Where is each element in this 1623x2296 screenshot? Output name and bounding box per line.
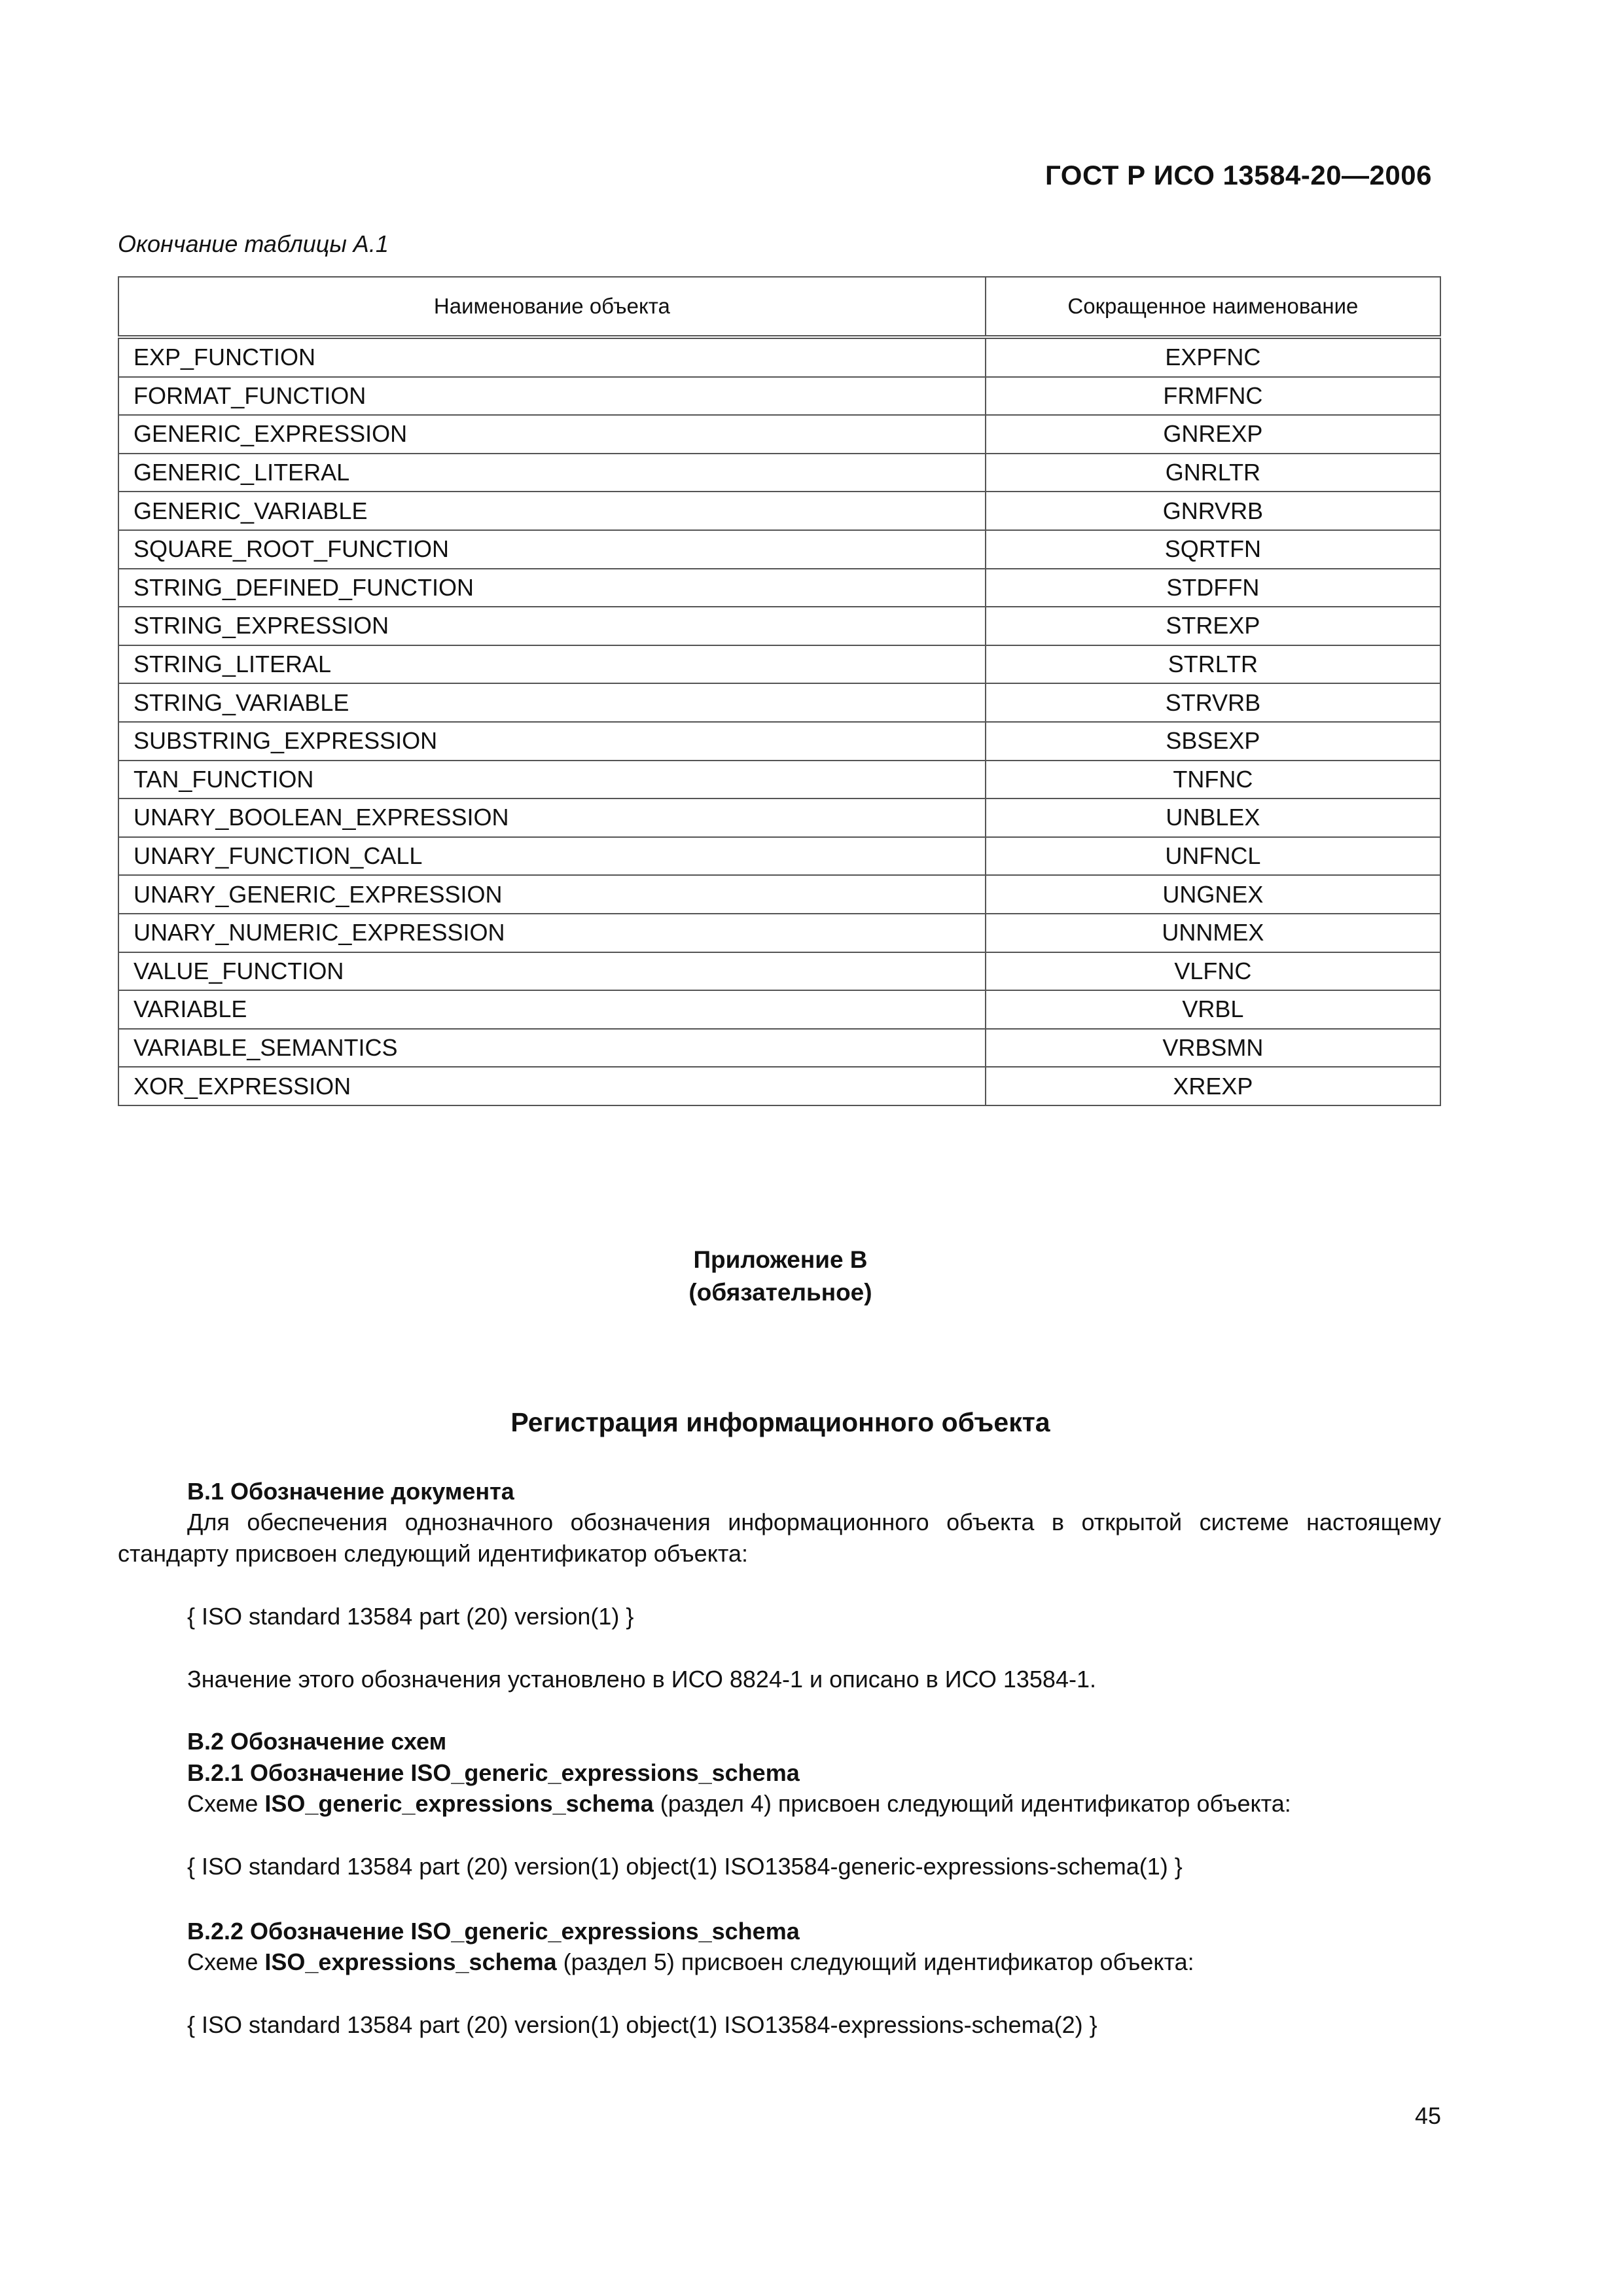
table-row [118, 415, 1440, 454]
abbreviation-cell: XREXP [986, 1067, 1440, 1105]
column-header-abbreviation: Сокращенное наименование [986, 277, 1440, 337]
table-row [118, 569, 1440, 607]
abbreviation-cell: EXPFNC [986, 337, 1440, 377]
object-name-cell: GENERIC_EXPRESSION [118, 415, 986, 454]
abbreviation-cell: VRBL [986, 990, 1440, 1029]
table-row [118, 607, 1440, 645]
heading-b1: В.1 Обозначение документа [187, 1478, 514, 1505]
object-name-cell: STRING_VARIABLE [118, 683, 986, 722]
heading-b22: В.2.2 Обозначение ISO_generic_expressions_schema [187, 1918, 800, 1945]
abbreviation-cell: STRVRB [986, 683, 1440, 722]
table-row [118, 1067, 1440, 1105]
table-row [118, 761, 1440, 799]
object-name-cell: UNARY_NUMERIC_EXPRESSION [118, 914, 986, 952]
text-fragment: (раздел 4) присвоен следующий идентификатор объекта: [653, 1790, 1291, 1817]
identifier-b21: { ISO standard 13584 part (20) version(1) object(1) ISO13584-generic-expressions-schema(1) } [187, 1853, 1183, 1880]
section-title: Регистрация информационного объекта [510, 1407, 1050, 1437]
abbreviation-cell: UNGNEX [986, 875, 1440, 914]
table-row [118, 1029, 1440, 1067]
object-name-cell: VARIABLE_SEMANTICS [118, 1029, 986, 1067]
object-name-cell: SQUARE_ROOT_FUNCTION [118, 530, 986, 569]
paragraph-b1: Для обеспечения однозначного обозначения информационного объекта в открытой системе настоящему стандарту присвоен следующий идентификатор объекта: [118, 1509, 1441, 1567]
text-fragment: (раздел 5) присвоен следующий идентификатор объекта: [556, 1948, 1194, 1975]
paragraph-b22 [187, 1946, 1194, 1978]
abbreviation-cell: GNRVRB [986, 492, 1440, 530]
abbreviation-cell: UNFNCL [986, 837, 1440, 876]
identifier-b22: { ISO standard 13584 part (20) version(1) object(1) ISO13584-expressions-schema(2) } [187, 2011, 1097, 2038]
table-row [118, 837, 1440, 876]
abbreviation-cell: SBSEXP [986, 722, 1440, 761]
table-row [118, 377, 1440, 416]
document-code: ГОСТ Р ИСО 13584-20—2006 [1045, 160, 1432, 190]
object-name-cell: UNARY_FUNCTION_CALL [118, 837, 986, 876]
table-row [118, 683, 1440, 722]
table-header-row [118, 277, 1440, 337]
schema-name: ISO_generic_expressions_schema [264, 1790, 654, 1817]
identifier-b1: { ISO standard 13584 part (20) version(1) } [187, 1603, 634, 1630]
table-row [118, 454, 1440, 492]
abbreviation-cell: STREXP [986, 607, 1440, 645]
abbreviation-cell: UNNMEX [986, 914, 1440, 952]
note-b1: Значение этого обозначения установлено в ИСО 8824-1 и описано в ИСО 13584-1. [187, 1666, 1096, 1693]
abbreviation-cell: TNFNC [986, 761, 1440, 799]
abbreviation-cell: UNBLEX [986, 798, 1440, 837]
abbreviation-cell: GNREXP [986, 415, 1440, 454]
appendix-title: Приложение В [693, 1246, 868, 1273]
object-name-cell: FORMAT_FUNCTION [118, 377, 986, 416]
page-number: 45 [1414, 2102, 1441, 2129]
object-name-cell: VALUE_FUNCTION [118, 952, 986, 991]
table-row [118, 492, 1440, 530]
abbreviation-cell: VRBSMN [986, 1029, 1440, 1067]
table-row [118, 645, 1440, 684]
object-name-cell: UNARY_BOOLEAN_EXPRESSION [118, 798, 986, 837]
text-fragment: Схеме [187, 1790, 265, 1817]
table-row [118, 798, 1440, 837]
object-name-cell: SUBSTRING_EXPRESSION [118, 722, 986, 761]
abbreviation-cell: GNRLTR [986, 454, 1440, 492]
table-row [118, 914, 1440, 952]
object-name-cell: GENERIC_LITERAL [118, 454, 986, 492]
abbreviation-cell: STDFFN [986, 569, 1440, 607]
object-name-cell: VARIABLE [118, 990, 986, 1029]
schema-name: ISO_expressions_schema [264, 1948, 557, 1975]
appendix-heading [0, 1244, 1561, 1309]
paragraph-b21 [187, 1788, 1291, 1820]
table-row [118, 952, 1440, 991]
object-name-cell: STRING_EXPRESSION [118, 607, 986, 645]
column-header-object-name: Наименование объекта [118, 277, 986, 337]
object-name-cell: XOR_EXPRESSION [118, 1067, 986, 1105]
object-name-cell: STRING_LITERAL [118, 645, 986, 684]
heading-b21: В.2.1 Обозначение ISO_generic_expressions_schema [187, 1759, 800, 1786]
object-abbreviation-table [118, 276, 1441, 1106]
abbreviation-cell: FRMFNC [986, 377, 1440, 416]
object-name-cell: GENERIC_VARIABLE [118, 492, 986, 530]
object-name-cell: UNARY_GENERIC_EXPRESSION [118, 875, 986, 914]
heading-b2: В.2 Обозначение схем [187, 1728, 447, 1755]
abbreviation-cell: VLFNC [986, 952, 1440, 991]
table-row [118, 337, 1440, 377]
table-row [118, 530, 1440, 569]
text-fragment: Схеме [187, 1948, 265, 1975]
table-row [118, 990, 1440, 1029]
object-name-cell: STRING_DEFINED_FUNCTION [118, 569, 986, 607]
object-name-cell: TAN_FUNCTION [118, 761, 986, 799]
object-name-cell: EXP_FUNCTION [118, 337, 986, 377]
appendix-status: (обязательное) [688, 1279, 872, 1306]
abbreviation-cell: SQRTFN [986, 530, 1440, 569]
table-row [118, 722, 1440, 761]
table-row [118, 875, 1440, 914]
abbreviation-cell: STRLTR [986, 645, 1440, 684]
table-caption: Окончание таблицы А.1 [118, 230, 389, 257]
